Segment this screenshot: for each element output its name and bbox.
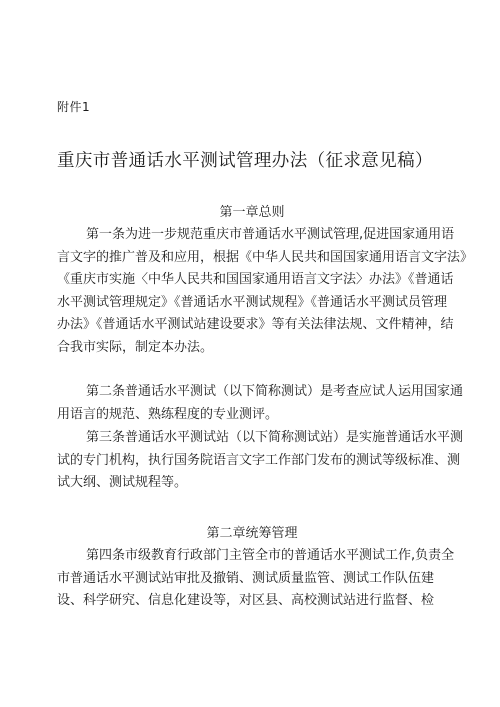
attachment-label: 附件1 [57, 100, 91, 114]
paragraph-line: 试大纲、测试规程等。 [57, 475, 188, 491]
paragraph-line: 用语言的规范、熟练程度的专业测评。 [57, 406, 279, 422]
paragraph-line: 试的专门机构，执行国务院语言文字工作部门发布的测试等级标准、测 [57, 452, 461, 468]
chapter-heading: 第二章统筹管理 [206, 526, 298, 541]
article-3-paragraph [57, 427, 464, 495]
article-4-paragraph [57, 545, 455, 613]
paragraph-line: 合我市实际，制定本办法。 [57, 339, 214, 355]
document-title: 重庆市普通话水平测试管理办法（征求意见稿） [57, 151, 433, 171]
paragraph-line: 《重庆市实施〈中华人民共和国国家通用语言文字法〉办法》《普通话 [57, 272, 454, 288]
article-1-paragraph [57, 224, 474, 360]
paragraph-line: 言文字的推广普及和应用，根据《中华人民共和国国家通用语言文字法》 [57, 249, 474, 265]
paragraph-line: 设、科学研究、信息化建设等，对区县、高校测试站进行监督、检 [57, 593, 435, 609]
paragraph-line: 市普通话水平测试站审批及撤销、测试质量监管、测试工作队伍建 [57, 570, 435, 586]
paragraph-line: 第四条市级教育行政部门主管全市的普通话水平测试工作,负责全 [86, 548, 455, 563]
paragraph-line: 水平测试管理规定》《普通话水平测试规程》《普通话水平测试员管理 [57, 294, 448, 310]
chapter-heading: 第一章总则 [219, 205, 285, 220]
paragraph-line: 第三条普通话水平测试站（以下简称测试站）是实施普通话水平测 [86, 430, 464, 445]
paragraph-line: 第二条普通话水平测试（以下简称测试）是考查应试人运用国家通 [86, 384, 464, 399]
article-2-paragraph [57, 381, 464, 426]
paragraph-line: 办法》《普通话水平测试站建设要求》等有关法律法规、文件精神，结 [57, 317, 454, 333]
paragraph-line: 第一条为进一步规范重庆市普通话水平测试管理,促进国家通用语 [86, 227, 455, 242]
